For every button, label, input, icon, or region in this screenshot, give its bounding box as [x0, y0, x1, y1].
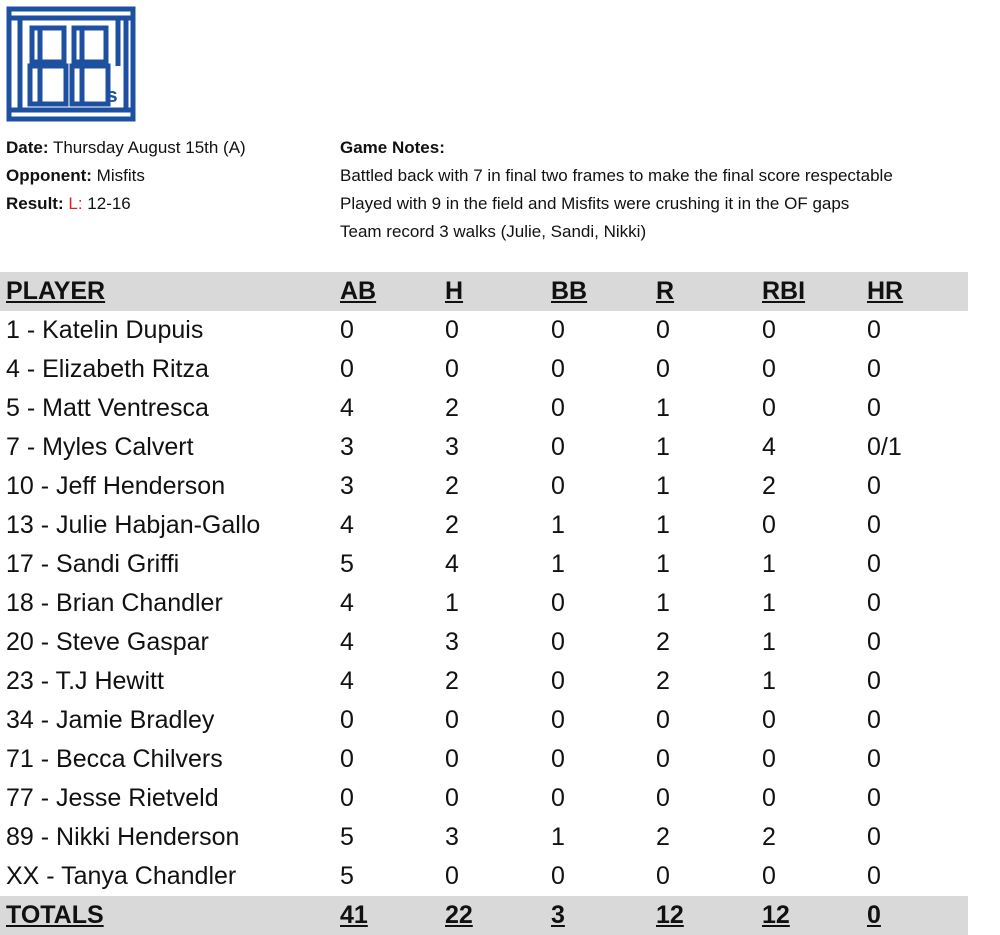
hr-value: 0 [867, 472, 881, 500]
totals-h: 22 [445, 901, 473, 929]
h-value: 3 [445, 823, 459, 851]
r-value: 1 [656, 433, 670, 461]
result-outcome: L: [68, 194, 83, 213]
player-name: 77 - Jesse Rietveld [6, 784, 219, 812]
totals-bb: 3 [551, 901, 565, 929]
ab-value: 4 [340, 394, 354, 422]
player-name: 10 - Jeff Henderson [6, 472, 226, 500]
ab-value: 4 [340, 667, 354, 695]
h-value: 0 [445, 355, 459, 383]
bb-value: 0 [551, 862, 565, 890]
hr-value: 0 [867, 784, 881, 812]
totals-label: TOTALS [6, 901, 104, 929]
bb-value: 0 [551, 394, 565, 422]
hr-value: 0/1 [867, 433, 902, 461]
header-bb: BB [551, 277, 588, 305]
rbi-value: 2 [762, 472, 776, 500]
player-name: XX - Tanya Chandler [6, 862, 237, 890]
hr-value: 0 [867, 667, 881, 695]
rbi-value: 2 [762, 823, 776, 851]
header-rbi: RBI [762, 277, 806, 305]
rbi-value: 4 [762, 433, 776, 461]
totals-rbi: 12 [762, 901, 790, 929]
table-row [0, 779, 968, 818]
ab-value: 0 [340, 784, 354, 812]
table-row [0, 389, 968, 428]
rbi-value: 0 [762, 862, 776, 890]
ab-value: 5 [340, 823, 354, 851]
table-row [0, 467, 968, 506]
table-row [0, 623, 968, 662]
r-value: 0 [656, 745, 670, 773]
ab-value: 3 [340, 433, 354, 461]
r-value: 0 [656, 784, 670, 812]
r-value: 0 [656, 355, 670, 383]
hr-value: 0 [867, 550, 881, 578]
r-value: 2 [656, 667, 670, 695]
table-row [0, 662, 968, 701]
ab-value: 0 [340, 316, 354, 344]
bb-value: 1 [551, 550, 565, 578]
totals-ab: 41 [340, 901, 368, 929]
bb-value: 0 [551, 706, 565, 734]
r-value: 0 [656, 862, 670, 890]
player-name: 20 - Steve Gaspar [6, 628, 209, 656]
date-label: Date: [6, 138, 49, 157]
hr-value: 0 [867, 355, 881, 383]
r-value: 1 [656, 394, 670, 422]
rbi-value: 0 [762, 706, 776, 734]
rbi-value: 1 [762, 667, 776, 695]
ab-value: 4 [340, 511, 354, 539]
game-info [6, 134, 246, 218]
table-row [0, 701, 968, 740]
bb-value: 0 [551, 667, 565, 695]
date-row [6, 134, 246, 162]
ab-value: 0 [340, 706, 354, 734]
r-value: 1 [656, 511, 670, 539]
h-value: 0 [445, 784, 459, 812]
table-header-row [0, 272, 968, 311]
ab-value: 0 [340, 355, 354, 383]
totals-hr: 0 [867, 901, 881, 929]
r-value: 1 [656, 589, 670, 617]
hr-value: 0 [867, 745, 881, 773]
bb-value: 0 [551, 589, 565, 617]
table-body [0, 311, 968, 896]
player-name: 18 - Brian Chandler [6, 589, 223, 617]
ab-value: 5 [340, 550, 354, 578]
table-row [0, 740, 968, 779]
rbi-value: 1 [762, 628, 776, 656]
totals-r: 12 [656, 901, 684, 929]
header-h: H [445, 277, 464, 305]
rbi-value: 0 [762, 784, 776, 812]
svg-text:s: s [106, 85, 118, 107]
hr-value: 0 [867, 628, 881, 656]
game-notes-title: Game Notes: [340, 138, 445, 157]
rbi-value: 0 [762, 355, 776, 383]
table-row [0, 428, 968, 467]
rbi-value: 0 [762, 316, 776, 344]
h-value: 2 [445, 472, 459, 500]
bb-value: 0 [551, 433, 565, 461]
header-r: R [656, 277, 675, 305]
table-row [0, 311, 968, 350]
result-label: Result: [6, 194, 64, 213]
h-value: 0 [445, 745, 459, 773]
rbi-value: 0 [762, 511, 776, 539]
r-value: 1 [656, 550, 670, 578]
hr-value: 0 [867, 394, 881, 422]
h-value: 3 [445, 433, 459, 461]
hr-value: 0 [867, 316, 881, 344]
r-value: 0 [656, 706, 670, 734]
game-note-line: Played with 9 in the field and Misfits were crushing it in the OF gaps [340, 194, 850, 213]
ab-value: 5 [340, 862, 354, 890]
bb-value: 1 [551, 511, 565, 539]
date-value: Thursday August 15th (A) [52, 138, 246, 157]
result-score: 12-16 [87, 194, 131, 213]
player-name: 5 - Matt Ventresca [6, 394, 209, 422]
r-value: 2 [656, 823, 670, 851]
header-ab: AB [340, 277, 377, 305]
h-value: 0 [445, 316, 459, 344]
rbi-value: 0 [762, 394, 776, 422]
table-row [0, 818, 968, 857]
player-name: 4 - Elizabeth Ritza [6, 355, 209, 383]
opponent-label: Opponent: [6, 166, 92, 185]
player-name: 89 - Nikki Henderson [6, 823, 240, 851]
totals-row [0, 896, 968, 935]
hr-value: 0 [867, 823, 881, 851]
game-notes [340, 134, 893, 246]
game-note-line: Team record 3 walks (Julie, Sandi, Nikki) [340, 222, 647, 241]
opponent-value: Misfits [96, 166, 145, 185]
h-value: 2 [445, 511, 459, 539]
hr-value: 0 [867, 511, 881, 539]
rbi-value: 1 [762, 550, 776, 578]
table-row [0, 506, 968, 545]
table-row [0, 350, 968, 389]
table-row [0, 545, 968, 584]
h-value: 3 [445, 628, 459, 656]
ab-value: 4 [340, 628, 354, 656]
bb-value: 0 [551, 628, 565, 656]
bb-value: 0 [551, 316, 565, 344]
rbi-value: 0 [762, 745, 776, 773]
player-name: 71 - Becca Chilvers [6, 745, 223, 773]
game-note-line: Battled back with 7 in final two frames to make the final score respectable [340, 166, 893, 185]
h-value: 1 [445, 589, 459, 617]
bb-value: 0 [551, 355, 565, 383]
r-value: 0 [656, 316, 670, 344]
r-value: 2 [656, 628, 670, 656]
r-value: 1 [656, 472, 670, 500]
header-hr: HR [867, 277, 904, 305]
stats-table [0, 272, 968, 935]
88s-logo-icon [6, 6, 136, 122]
bb-value: 1 [551, 823, 565, 851]
h-value: 4 [445, 550, 459, 578]
player-name: 13 - Julie Habjan-Gallo [6, 511, 261, 539]
hr-value: 0 [867, 589, 881, 617]
player-name: 23 - T.J Hewitt [6, 667, 164, 695]
h-value: 2 [445, 394, 459, 422]
ab-value: 4 [340, 589, 354, 617]
player-name: 7 - Myles Calvert [6, 433, 194, 461]
player-name: 34 - Jamie Bradley [6, 706, 215, 734]
h-value: 0 [445, 706, 459, 734]
player-name: 1 - Katelin Dupuis [6, 316, 204, 344]
hr-value: 0 [867, 706, 881, 734]
player-name: 17 - Sandi Griffi [6, 550, 180, 578]
hr-value: 0 [867, 862, 881, 890]
table-row [0, 584, 968, 623]
header-player: PLAYER [6, 277, 106, 305]
result-row [6, 190, 246, 218]
bb-value: 0 [551, 784, 565, 812]
bb-value: 0 [551, 745, 565, 773]
bb-value: 0 [551, 472, 565, 500]
ab-value: 0 [340, 745, 354, 773]
rbi-value: 1 [762, 589, 776, 617]
h-value: 0 [445, 862, 459, 890]
ab-value: 3 [340, 472, 354, 500]
opponent-row [6, 162, 246, 190]
table-row [0, 857, 968, 896]
h-value: 2 [445, 667, 459, 695]
